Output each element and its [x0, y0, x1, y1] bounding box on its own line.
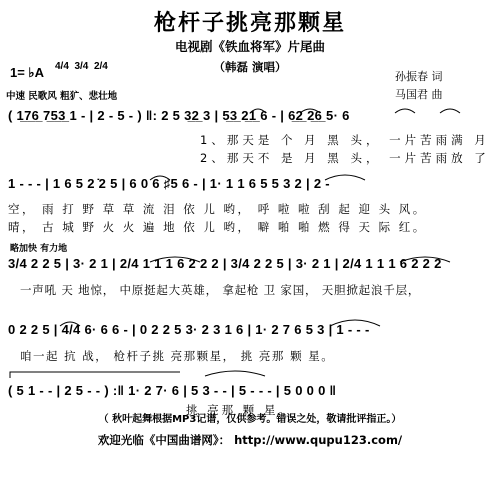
lyric-line-1-verse-1: 1、那天是 个 月 黑 头， 一片苦雨满 月: [200, 133, 490, 147]
notation-line-2: 1 - - - | 1 6 5 2 ̇2 5 | 6 0 6 ♯5 6 - | 1· 1 1 6 5 5 3 2 | 2 -: [8, 176, 330, 191]
website-credit: 欢迎光临《中国曲谱网》： http://www.qupu123.com/: [97, 433, 403, 447]
composer-credit: 马国君 曲: [395, 88, 443, 101]
slur-3: [395, 109, 415, 113]
singer-credit: （韩磊 演唱）: [213, 60, 287, 74]
lyric-line-5: 挑 亮那 颗 星。: [186, 403, 293, 417]
tempo-marking: 中速 民歌风 粗犷、悲壮地: [6, 91, 118, 102]
notation-line-1: ( 1̲7̲6̲ 7̲5̲3̲ 1 - | 2 - 5 - ) ‖: 2 5 3̲2̲ 3 | 5̲3̲ 2̲1̲ 6 - | 6̲2̲ 2̲6̲ 5· 6: [8, 108, 350, 123]
slur-6: [325, 175, 365, 180]
slur-9: [330, 320, 380, 326]
song-title: 枪杆子挑亮那颗星: [153, 11, 346, 36]
time-signature-4-4: 4/4: [55, 61, 69, 72]
slur-1: [250, 109, 266, 113]
lyric-line-3: 一声吼 天 地惊， 中原挺起大英雄， 拿起枪 卫 家国， 天胆掀起浪千层，: [20, 283, 421, 297]
slur-11: [205, 371, 265, 376]
lyricist-credit: 孙振春 词: [395, 70, 443, 83]
slur-2: [300, 109, 320, 113]
lyric-line-1-verse-2: 2、那天不 是 月 黑 头， 一片苦雨放 了: [200, 151, 490, 165]
slur-8: [400, 257, 450, 262]
slur-5: [150, 176, 170, 180]
notation-line-5: ( 5 1 - - | 2 5 - - ) :‖ 1· 2 7· 6 | 5 3 - - | 5 - - - | 5 0 0 0 ‖: [8, 383, 337, 398]
time-signature-2-4: 2/4: [93, 61, 108, 72]
slur-7: [150, 257, 200, 262]
lyric-line-2-verse-2: 晴， 古 城 野 火 火 遍 地 依 儿 哟， 噼 啪 啪 燃 得 天 际 红。: [8, 220, 427, 234]
key-signature: 1= ♭A: [10, 65, 44, 80]
volta-bracket: [10, 372, 180, 378]
time-signature-3-4: 3/4: [74, 61, 89, 72]
song-subtitle: 电视剧《铁血将军》片尾曲: [174, 39, 325, 54]
transcription-note: （ 秋叶起舞根据MP3记谱，仅供参考。错误之处，敬请批评指正。）: [98, 414, 402, 425]
lyric-line-2-verse-1: 空， 雨 打 野 草 草 流 泪 依 儿 哟， 呼 啦 啦 刮 起 迎 头 风。: [8, 202, 427, 216]
slur-4: [440, 109, 460, 113]
section-marking: 略加快 有力地: [10, 244, 68, 254]
lyric-line-4: 咱一起 抗 战， 枪杆子挑 亮那颗星， 挑 亮那 颗 星。: [20, 349, 335, 363]
slur-10: [60, 322, 80, 326]
notation-line-3: 3/4 2 2 5 | 3· 2 1 | 2/4 1 1 1 6 2 2 2 | 3/4 2 2 5 | 3· 2 1 | 2/4 1 1 1 6 2 2 2: [8, 256, 442, 271]
notation-line-4: 0 2 2 5 | 4/4 6· 6 6 - | 0 2 2 5 3· 2 3 1 6 | 1· 2 7 6 5 3 | 1 - - -: [8, 322, 370, 337]
